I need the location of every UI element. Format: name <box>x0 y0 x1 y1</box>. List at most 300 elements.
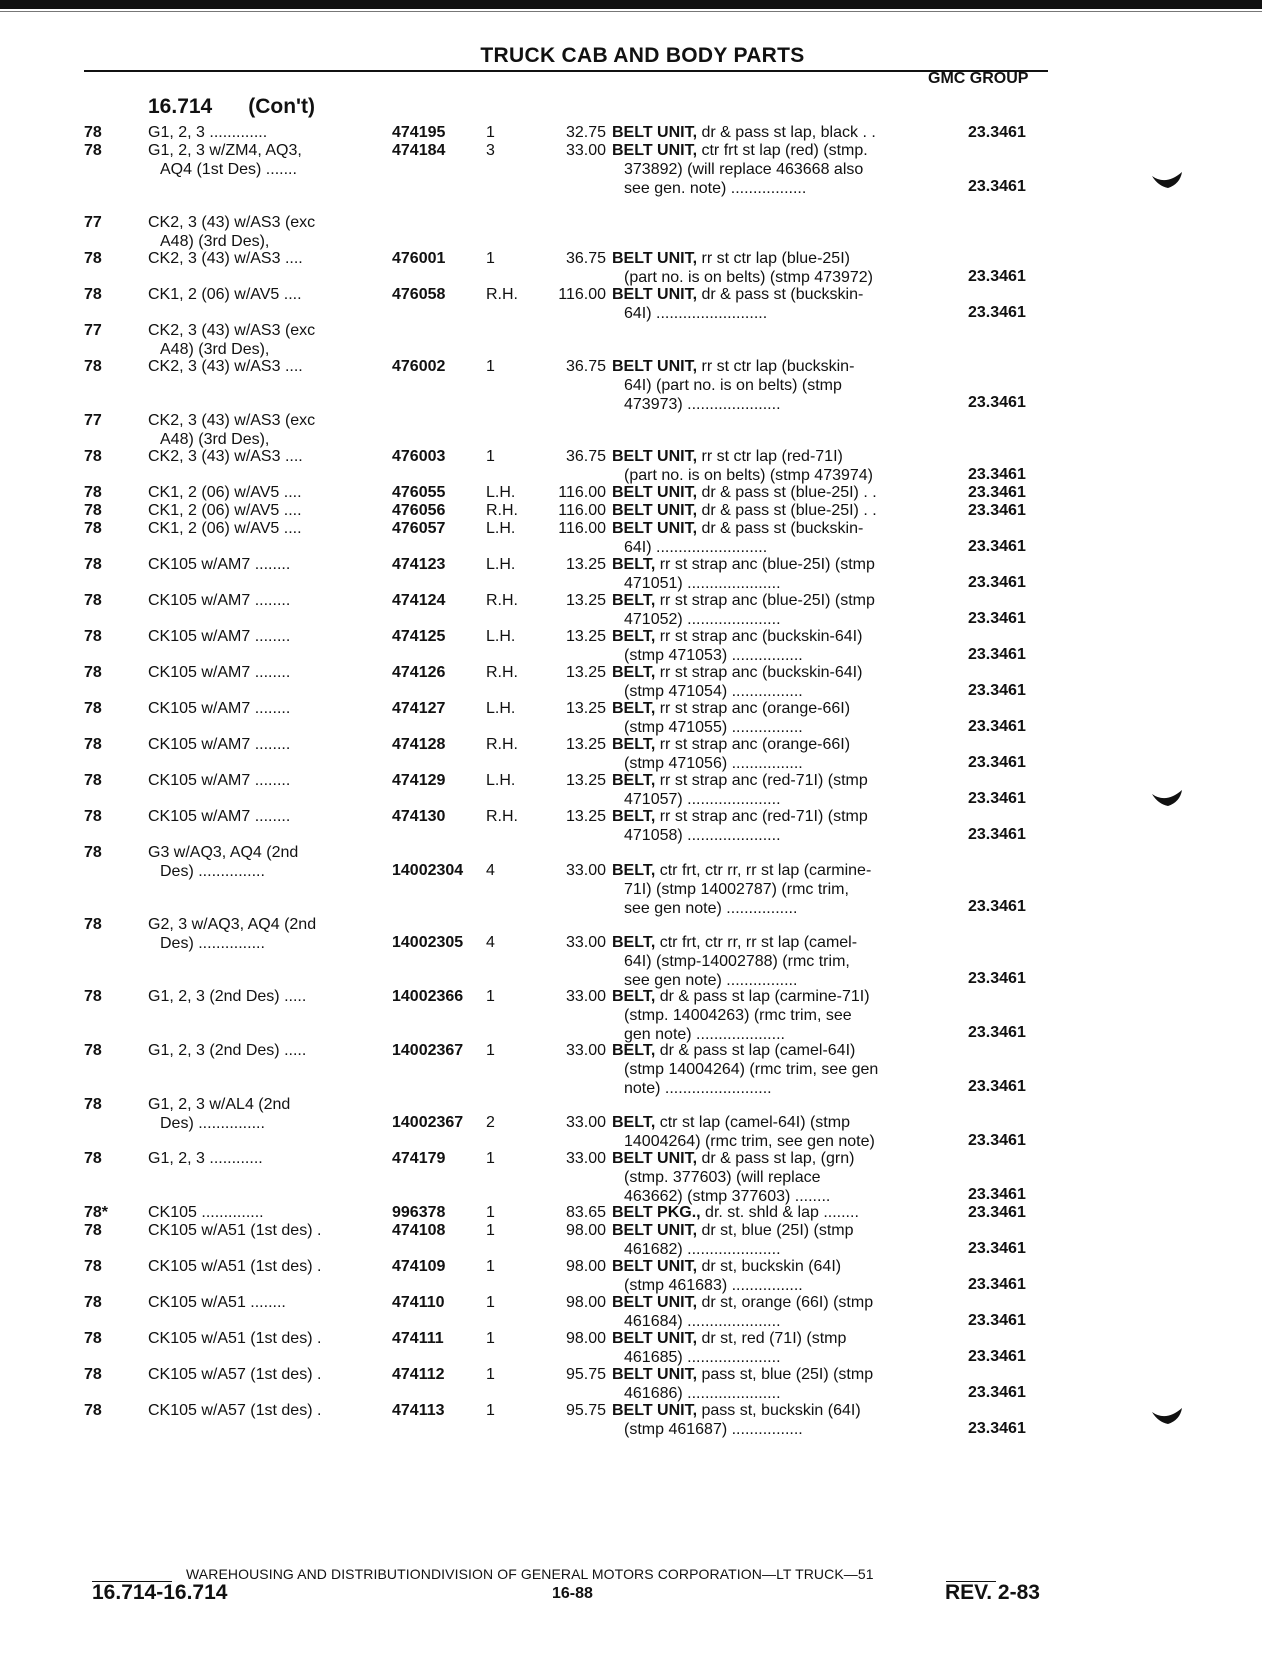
model-application <box>148 699 380 718</box>
list-price: 116.00 <box>558 520 606 537</box>
model-line: CK105 w/AM7 ........ <box>148 736 291 753</box>
part-name: BELT, <box>612 934 656 951</box>
group-label: GMC GROUP <box>928 70 1029 87</box>
gmc-group-number: 23.3461 <box>968 574 1026 591</box>
model-application <box>148 735 380 754</box>
table-row <box>0 213 1285 249</box>
part-description <box>612 663 932 701</box>
key-number: 78 <box>84 808 102 825</box>
key-number: 78 <box>84 1366 102 1383</box>
list-price: 98.00 <box>565 1294 606 1311</box>
part-description <box>612 123 932 142</box>
part-description <box>612 771 932 809</box>
model-application <box>148 771 380 790</box>
gmc-group-number: 23.3461 <box>968 268 1026 285</box>
gmc-group-number: 23.3461 <box>968 1078 1026 1095</box>
description-line: see gen note) ................ <box>624 972 798 989</box>
model-line: CK2, 3 (43) w/AS3 .... <box>148 250 303 267</box>
model-application <box>148 213 380 251</box>
key-number: 78 <box>84 502 102 519</box>
part-name: BELT UNIT, <box>612 250 698 267</box>
description-line: (stmp 461683) ................ <box>624 1277 803 1294</box>
description-line <box>612 1041 932 1060</box>
description-line <box>612 519 932 538</box>
list-price: 98.00 <box>565 1258 606 1275</box>
part-name: BELT UNIT, <box>612 142 698 159</box>
list-price: 116.00 <box>558 286 606 303</box>
quantity: 1 <box>486 988 495 1005</box>
page-title: TRUCK CAB AND BODY PARTS <box>480 44 805 67</box>
part-number: 474109 <box>392 1258 446 1275</box>
list-price: 95.75 <box>565 1402 606 1419</box>
part-number: 474130 <box>392 808 446 825</box>
part-description <box>612 1329 932 1367</box>
table-row <box>0 483 1285 501</box>
key-number: 78 <box>84 1402 102 1419</box>
description-line: 471051) ..................... <box>624 575 781 592</box>
key-number: 78 <box>84 592 102 609</box>
model-line: G1, 2, 3 (2nd Des) ..... <box>148 988 307 1005</box>
part-description <box>612 861 932 918</box>
part-description <box>612 1401 932 1439</box>
table-row <box>0 1293 1285 1329</box>
part-description <box>612 1257 932 1295</box>
parts-list <box>0 123 1285 1437</box>
model-line: CK105 w/AM7 ........ <box>148 664 291 681</box>
description-line: 64I) (stmp-14002788) (rmc trim, <box>624 953 850 970</box>
table-row <box>0 1149 1285 1203</box>
list-price: 98.00 <box>565 1330 606 1347</box>
part-number: 474111 <box>392 1330 444 1347</box>
description-line <box>612 735 932 754</box>
table-row <box>0 1041 1285 1095</box>
list-price: 13.25 <box>565 664 606 681</box>
key-number: 78 <box>84 1150 102 1167</box>
description-text: rr st strap anc (buckskin-64I) <box>659 628 863 645</box>
part-name: BELT UNIT, <box>612 1294 698 1311</box>
model-line: A48) (3rd Des), <box>160 431 270 448</box>
description-line <box>612 447 932 466</box>
model-application <box>148 627 380 646</box>
description-text: ctr frt st lap (red) (stmp. <box>701 142 868 159</box>
footer-revision: REV. 2-83 <box>945 1581 1040 1604</box>
description-line <box>612 627 932 646</box>
description-line: (stmp. 14004263) (rmc trim, see <box>624 1007 852 1024</box>
model-application <box>148 519 380 538</box>
model-application <box>148 1203 380 1222</box>
model-line: CK105 w/AM7 ........ <box>148 628 291 645</box>
list-price: 36.75 <box>565 358 606 375</box>
key-number: 78 <box>84 124 102 141</box>
part-description <box>612 1149 932 1206</box>
model-line: CK2, 3 (43) w/AS3 (exc <box>148 322 316 339</box>
description-line: 461685) ..................... <box>624 1349 781 1366</box>
gmc-group-number: 23.3461 <box>968 304 1026 321</box>
quantity: R.H. <box>486 808 518 825</box>
description-text: pass st, blue (25I) (stmp <box>701 1366 874 1383</box>
key-number: 78 <box>84 1258 102 1275</box>
table-row <box>0 807 1285 843</box>
model-application <box>148 1221 380 1240</box>
part-number: 474123 <box>392 556 446 573</box>
model-line: AQ4 (1st Des) ....... <box>160 161 297 178</box>
key-number: 78 <box>84 286 102 303</box>
title-rule <box>84 70 1048 72</box>
model-line: G2, 3 w/AQ3, AQ4 (2nd <box>148 916 317 933</box>
description-line <box>612 861 932 880</box>
gmc-group-number: 23.3461 <box>968 124 1026 141</box>
table-row <box>0 843 1285 915</box>
model-application <box>148 501 380 520</box>
binder-mark-icon <box>1150 790 1184 806</box>
description-line <box>612 699 932 718</box>
description-line: 14004264) (rmc trim, see gen note) <box>624 1133 875 1150</box>
description-text: dr & pass st lap (carmine-71I) <box>659 988 870 1005</box>
table-row <box>0 519 1285 555</box>
description-text: dr st, red (71I) (stmp <box>701 1330 847 1347</box>
key-number: 78 <box>84 1096 102 1113</box>
part-name: BELT, <box>612 862 656 879</box>
description-line: gen note) .................... <box>624 1026 785 1043</box>
table-row <box>0 699 1285 735</box>
part-name: BELT UNIT, <box>612 286 698 303</box>
description-line: (stmp 461687) ................ <box>624 1421 803 1438</box>
gmc-group-number: 23.3461 <box>968 1384 1026 1401</box>
quantity: L.H. <box>486 520 516 537</box>
gmc-group-number: 23.3461 <box>968 1186 1026 1203</box>
part-description <box>612 1221 932 1259</box>
gmc-group-number: 23.3461 <box>968 1024 1026 1041</box>
part-number: 474125 <box>392 628 446 645</box>
gmc-group-number: 23.3461 <box>968 1204 1026 1221</box>
quantity: 1 <box>486 1294 495 1311</box>
table-row <box>0 591 1285 627</box>
description-line <box>612 771 932 790</box>
quantity: R.H. <box>486 502 518 519</box>
table-row <box>0 627 1285 663</box>
part-name: BELT, <box>612 700 656 717</box>
part-description <box>612 1203 932 1222</box>
table-row <box>0 1257 1285 1293</box>
key-number: 78 <box>84 988 102 1005</box>
part-name: BELT UNIT, <box>612 1402 698 1419</box>
model-application <box>148 321 380 359</box>
part-description <box>612 591 932 629</box>
model-line: CK105 w/A51 ........ <box>148 1294 286 1311</box>
part-name: BELT, <box>612 592 656 609</box>
description-line <box>612 285 932 304</box>
description-line: see gen note) ................ <box>624 900 798 917</box>
model-line: Des) ............... <box>160 935 265 952</box>
description-line: (stmp 471055) ................ <box>624 719 803 736</box>
description-text: dr st, orange (66I) (stmp <box>701 1294 874 1311</box>
part-number: 474184 <box>392 142 446 159</box>
description-text: dr & pass st (buckskin- <box>701 286 864 303</box>
description-text: rr st strap anc (buckskin-64I) <box>659 664 863 681</box>
part-name: BELT, <box>612 1042 656 1059</box>
model-line: CK105 w/A57 (1st des) . <box>148 1402 322 1419</box>
key-number: 78 <box>84 250 102 267</box>
table-row <box>0 663 1285 699</box>
quantity: L.H. <box>486 628 516 645</box>
model-line: CK105 w/A51 (1st des) . <box>148 1222 322 1239</box>
key-number: 78 <box>84 520 102 537</box>
gmc-group-number: 23.3461 <box>968 1276 1026 1293</box>
description-line: 471057) ..................... <box>624 791 781 808</box>
part-number: 474128 <box>392 736 446 753</box>
quantity: 1 <box>486 1330 495 1347</box>
part-description <box>612 483 932 502</box>
part-number: 474195 <box>392 124 446 141</box>
model-application <box>148 357 380 376</box>
part-number: 14002304 <box>392 862 464 879</box>
key-number: 78 <box>84 484 102 501</box>
description-line: note) ........................ <box>624 1080 772 1097</box>
model-application <box>148 141 380 179</box>
description-line: 461682) ..................... <box>624 1241 781 1258</box>
description-text: rr st ctr lap (buckskin- <box>701 358 855 375</box>
part-name: BELT, <box>612 628 656 645</box>
list-price: 116.00 <box>558 484 606 501</box>
part-number: 474113 <box>392 1402 445 1419</box>
model-application <box>148 1293 380 1312</box>
description-text: dr & pass st lap, (grn) <box>701 1150 855 1167</box>
part-description <box>612 1113 932 1151</box>
model-application <box>148 447 380 466</box>
description-line <box>612 1257 932 1276</box>
model-application <box>148 915 380 953</box>
model-application <box>148 663 380 682</box>
list-price: 98.00 <box>565 1222 606 1239</box>
quantity: 1 <box>486 1366 495 1383</box>
description-line: (part no. is on belts) (stmp 473974) <box>624 467 874 484</box>
key-number: 78 <box>84 556 102 573</box>
list-price: 33.00 <box>565 934 606 951</box>
part-number: 476002 <box>392 358 446 375</box>
description-line <box>612 483 932 502</box>
part-name: BELT, <box>612 1114 656 1131</box>
model-application <box>148 1257 380 1276</box>
description-line: (stmp 471053) ................ <box>624 647 803 664</box>
list-price: 13.25 <box>565 700 606 717</box>
description-line: (stmp. 377603) (will replace <box>624 1169 821 1186</box>
quantity: 1 <box>486 1402 495 1419</box>
model-application <box>148 807 380 826</box>
list-price: 13.25 <box>565 772 606 789</box>
gmc-group-number: 23.3461 <box>968 1420 1026 1437</box>
top-border <box>0 0 1262 9</box>
part-description <box>612 1365 932 1403</box>
quantity: L.H. <box>486 484 516 501</box>
model-line: CK2, 3 (43) w/AS3 .... <box>148 358 303 375</box>
section-heading <box>148 95 351 119</box>
part-number: 476058 <box>392 286 446 303</box>
part-description <box>612 735 932 773</box>
description-line <box>612 123 932 142</box>
quantity: 1 <box>486 124 495 141</box>
model-application <box>148 1095 380 1133</box>
description-line <box>612 1221 932 1240</box>
list-price: 13.25 <box>565 736 606 753</box>
quantity: 1 <box>486 1222 495 1239</box>
description-line: 64I) ......................... <box>624 539 768 556</box>
quantity: 3 <box>486 142 495 159</box>
part-number: 474110 <box>392 1294 445 1311</box>
description-line: 473973) ..................... <box>624 396 781 413</box>
part-description <box>612 1293 932 1331</box>
quantity: 1 <box>486 358 495 375</box>
part-description <box>612 555 932 593</box>
list-price: 33.00 <box>565 1114 606 1131</box>
part-name: BELT UNIT, <box>612 484 698 501</box>
part-description <box>612 249 932 287</box>
model-line: Des) ............... <box>160 1115 265 1132</box>
part-description <box>612 987 932 1044</box>
model-application <box>148 987 380 1006</box>
gmc-group-number: 23.3461 <box>968 970 1026 987</box>
model-application <box>148 1365 380 1384</box>
list-price: 33.00 <box>565 988 606 1005</box>
model-application <box>148 555 380 574</box>
model-line: CK2, 3 (43) w/AS3 (exc <box>148 214 316 231</box>
model-line: CK105 w/A51 (1st des) . <box>148 1258 322 1275</box>
model-line: CK1, 2 (06) w/AV5 .... <box>148 286 302 303</box>
description-line <box>612 1329 932 1348</box>
table-row <box>0 987 1285 1041</box>
gmc-group-number: 23.3461 <box>968 754 1026 771</box>
key-number: 78 <box>84 736 102 753</box>
part-number: 474124 <box>392 592 446 609</box>
model-application <box>148 591 380 610</box>
table-row <box>0 123 1285 141</box>
key-number: 78 <box>84 1042 102 1059</box>
part-name: BELT UNIT, <box>612 520 698 537</box>
description-line: 64I) ......................... <box>624 305 768 322</box>
key-number: 77 <box>84 322 102 339</box>
model-line: G1, 2, 3 ............ <box>148 1150 263 1167</box>
part-name: BELT PKG., <box>612 1204 701 1221</box>
model-line: CK1, 2 (06) w/AV5 .... <box>148 502 302 519</box>
description-line <box>612 807 932 826</box>
description-line <box>612 249 932 268</box>
model-application <box>148 483 380 502</box>
description-text: pass st, buckskin (64I) <box>701 1402 861 1419</box>
description-text: dr. st. shld & lap ........ <box>705 1204 859 1221</box>
section-number: 16.714 <box>148 95 213 118</box>
model-application <box>148 1041 380 1060</box>
key-number: 78 <box>84 142 102 159</box>
part-number: 474126 <box>392 664 446 681</box>
table-row <box>0 141 1285 213</box>
description-line: 463662) (stmp 377603) ........ <box>624 1188 831 1205</box>
key-number: 77 <box>84 412 102 429</box>
list-price: 33.00 <box>565 1042 606 1059</box>
key-number: 78 <box>84 1330 102 1347</box>
description-text: rr st ctr lap (red-71I) <box>701 448 843 465</box>
model-application <box>148 1401 380 1420</box>
description-text: dr st, blue (25I) (stmp <box>701 1222 854 1239</box>
gmc-group-number: 23.3461 <box>968 610 1026 627</box>
model-line: G3 w/AQ3, AQ4 (2nd <box>148 844 299 861</box>
part-name: BELT, <box>612 556 656 573</box>
list-price: 33.00 <box>565 142 606 159</box>
part-description <box>612 519 932 557</box>
part-name: BELT UNIT, <box>612 1366 698 1383</box>
table-row <box>0 555 1285 591</box>
quantity: R.H. <box>486 736 518 753</box>
model-application <box>148 123 380 142</box>
description-line <box>612 1365 932 1384</box>
part-number: 14002367 <box>392 1042 464 1059</box>
description-line <box>612 357 932 376</box>
part-name: BELT UNIT, <box>612 1222 698 1239</box>
description-line: (stmp 471056) ................ <box>624 755 803 772</box>
list-price: 95.75 <box>565 1366 606 1383</box>
part-number: 476056 <box>392 502 446 519</box>
part-description <box>612 141 932 198</box>
model-line: CK105 w/AM7 ........ <box>148 556 291 573</box>
part-name: BELT UNIT, <box>612 124 698 141</box>
gmc-group-number: 23.3461 <box>968 646 1026 663</box>
part-name: BELT, <box>612 808 656 825</box>
model-application <box>148 843 380 881</box>
part-description <box>612 933 932 990</box>
quantity: 1 <box>486 448 495 465</box>
model-application <box>148 285 380 304</box>
part-number: 476057 <box>392 520 446 537</box>
part-name: BELT UNIT, <box>612 1330 698 1347</box>
quantity: R.H. <box>486 286 518 303</box>
description-line: 373892) (will replace 463668 also <box>624 161 864 178</box>
quantity: 1 <box>486 1150 495 1167</box>
list-price: 116.00 <box>558 502 606 519</box>
model-line: A48) (3rd Des), <box>160 233 270 250</box>
gmc-group-number: 23.3461 <box>968 466 1026 483</box>
description-line <box>612 1149 932 1168</box>
model-line: G1, 2, 3 (2nd Des) ..... <box>148 1042 307 1059</box>
description-line: 71I) (stmp 14002787) (rmc trim, <box>624 881 849 898</box>
part-description <box>612 447 932 485</box>
description-text: rr st strap anc (orange-66I) <box>659 736 851 753</box>
table-row <box>0 411 1285 447</box>
model-line: Des) ............... <box>160 863 265 880</box>
binder-mark-icon <box>1150 1408 1184 1424</box>
list-price: 33.00 <box>565 1150 606 1167</box>
model-line: CK105 w/AM7 ........ <box>148 808 291 825</box>
description-line: (stmp 471054) ................ <box>624 683 803 700</box>
description-text: rr st strap anc (red-71I) (stmp <box>659 808 868 825</box>
description-text: ctr frt, ctr rr, rr st lap (carmine- <box>659 862 872 879</box>
description-line <box>612 1293 932 1312</box>
part-name: BELT UNIT, <box>612 448 698 465</box>
part-name: BELT, <box>612 664 656 681</box>
table-row <box>0 915 1285 987</box>
description-line: 461684) ..................... <box>624 1313 781 1330</box>
part-name: BELT, <box>612 772 656 789</box>
description-line: see gen. note) ................. <box>624 180 807 197</box>
part-number: 476001 <box>392 250 446 267</box>
part-name: BELT, <box>612 988 656 1005</box>
model-line: G1, 2, 3 w/ZM4, AQ3, <box>148 142 302 159</box>
binder-mark-icon <box>1150 172 1184 188</box>
quantity: R.H. <box>486 664 518 681</box>
key-number: 78 <box>84 700 102 717</box>
quantity: 1 <box>486 1042 495 1059</box>
part-name: BELT UNIT, <box>612 358 698 375</box>
part-description <box>612 627 932 665</box>
description-line <box>612 555 932 574</box>
key-number: 78 <box>84 772 102 789</box>
